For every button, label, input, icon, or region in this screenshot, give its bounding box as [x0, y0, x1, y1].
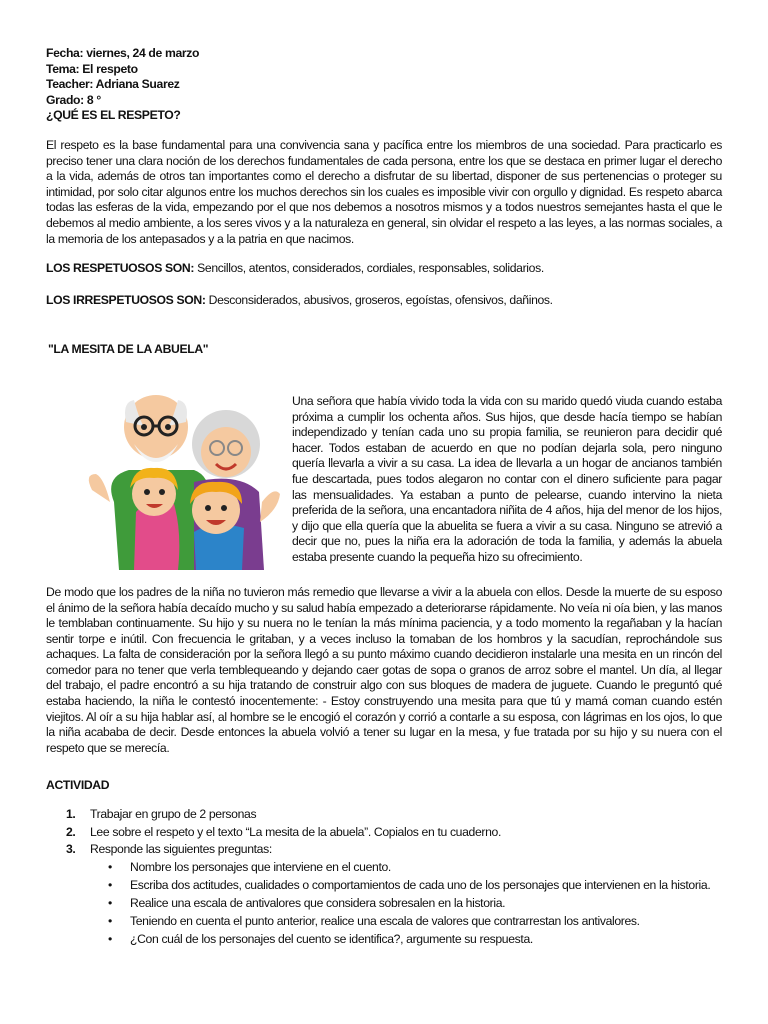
activity-step: [46, 824, 722, 841]
respetuosos-text: Sencillos, atentos, considerados, cordiales, responsables, solidarios.: [194, 261, 544, 276]
story-block: [46, 382, 722, 572]
story-title: "LA MESITA DE LA ABUELA": [48, 342, 209, 357]
questions-list-b: [46, 894, 722, 948]
question-text: Teniendo en cuenta el punto anterior, realice una escala de valores que contrarrestan los antivalores.: [130, 914, 640, 929]
date-line: Fecha: viernes, 24 de marzo: [46, 46, 200, 60]
respetuosos-line: [46, 261, 722, 277]
activity-steps: [46, 806, 722, 858]
family-illustration-icon: [74, 382, 294, 570]
question-text: ¿Con cuál de los personajes del cuento se identifica?, argumente su respuesta.: [130, 932, 533, 947]
respetuosos-label: LOS RESPETUOSOS SON:: [46, 261, 195, 276]
bullet-icon: •: [108, 932, 112, 947]
question-item: [46, 894, 722, 912]
story-paragraph-2: De modo que los padres de la niña no tuvieron más remedio que llevarse a vivir a la abuela con ellos. Desde la muerte de su esposo el ánimo de la señora había decaído mucho y su salud había empezado a deteriorarse rápidamente. No veía ni oía bien, y las manos le temblaban continuamente. Su hijo y su nuera no le tenían la más mínima paciencia, y a todo momento la regañaban y la hacían sentir torpe e inútil. Con frecuencia le gritaban, y a veces incluso la tomaban de los hombros y la sacudían, reprochándole sus achaques. La falta de consideración por la señora llegó a su punto máximo cuando decidieron instalarle una mesita en un rincón del comedor para no tener que verla temblequeando y dejando caer gotas de sopa o granos de arroz sobre el mantel. Un día, al llegar del trabajo, el padre encontró a su hija tratando de construir algo con sus bloques de madera de juguete. Cuando le preguntó qué estaba haciendo, la niña le contestó inocentemente: - Estoy construyendo una mesita para que tú y mamá coman cuando estén viejitos. Al oír a su hija hablar así, al hombre se le encogió el corazón y corrió a contarle a su esposa, con lágrimas en los ojos, lo que la niña acababa de decir. Desde entonces la abuela volvió a tener su lugar en la mesa, y fue tratada por su hijo y su nuera con el respeto que se merecía.: [46, 584, 722, 755]
question-item: [46, 930, 722, 948]
grade-line: Grado: 8 °: [46, 92, 101, 107]
section-question: ¿QUÉ ES EL RESPETO?: [46, 108, 181, 123]
question-text: Realice una escala de antivalores que considera sobresalen en la historia.: [130, 896, 506, 911]
questions-list-a: [46, 858, 722, 894]
teacher-line: Teacher: Adriana Suarez: [46, 77, 180, 92]
step-text: Responde las siguientes preguntas:: [90, 842, 272, 857]
step-number: 3.: [66, 842, 76, 857]
question-item: [46, 876, 722, 894]
story-paragraph-1: Una señora que había vivido toda la vida con su marido quedó viuda cuando estaba próxima a cumplir los ochenta años. Sus hijos, que desde hacía tiempo se habían independizado y tenían cada uno su propia familia, se reunieron para decidir qué hacer. Todos estaban de acuerdo en que no podían dejarla sola, pero ninguno quería llevarla a vivir a su casa. La idea de llevarla a un hogar de ancianos también fue descartada, pues todos alegaron no contar con el dinero suficiente para pagar las mensualidades. Ya estaban a punto de pelearse, cuando intervino la nieta preferida de la señora, una encantadora niñita de 4 años, hija del menor de los hijos, y dijo que ella quería que la abuelita se fuera a vivir a su casa. Ninguno se atrevió a decir que no, pues la niña era la adoración de toda la familia, y además la abuela estaba presente cuando la pequeña hizo su ofrecimiento.: [292, 394, 722, 565]
step-number: 1.: [66, 807, 76, 822]
activity-title: ACTIVIDAD: [46, 778, 110, 793]
question-item: [46, 858, 722, 876]
bullet-icon: •: [108, 896, 112, 911]
bullet-icon: •: [108, 914, 112, 929]
step-text: Lee sobre el respeto y el texto “La mesita de la abuela”. Copialos en tu cuaderno.: [90, 824, 501, 839]
step-text: Trabajar en grupo de 2 personas: [90, 807, 257, 822]
irrespetuosos-line: [46, 293, 722, 309]
activity-step: [46, 806, 722, 823]
document-page: [46, 46, 722, 948]
activity-step: [46, 841, 722, 858]
step-number: 2.: [66, 824, 76, 839]
bullet-icon: •: [108, 860, 112, 875]
irrespetuosos-text: Desconsiderados, abusivos, groseros, egoístas, ofensivos, dañinos.: [205, 292, 553, 307]
irrespetuosos-label: LOS IRRESPETUOSOS SON:: [46, 292, 206, 307]
question-text: Escriba dos actitudes, cualidades o comportamientos de cada uno de los personajes que intervienen en la historia.: [130, 878, 711, 893]
question-text: Nombre los personajes que interviene en el cuento.: [130, 860, 391, 875]
intro-paragraph: El respeto es la base fundamental para una convivencia sana y pacífica entre los miembros de una sociedad. Para practicarlo es preciso tener una clara noción de los derechos fundamentales de cada persona, entre los que se destaca en primer lugar el derecho a la vida, además de otros tan importantes como el derecho a disfrutar de su libertad, disponer de sus pertenencias o proteger su intimidad, por solo citar algunos entre los muchos derechos sin los cuales es imposible vivir con orgullo y dignidad. Es respeto abarca todas las esferas de la vida, empezando por el que nos debemos a nosotros mismos y a todos nuestros semejantes hasta el que le debemos al medio ambiente, a los seres vivos y a la naturaleza en general, sin olvidar el respeto a las leyes, a las normas sociales, a la memoria de los antepasados y a la patria en que nacimos.: [46, 137, 722, 246]
bullet-icon: •: [108, 878, 112, 893]
topic-line: Tema: El respeto: [46, 61, 138, 76]
question-item: [46, 912, 722, 930]
